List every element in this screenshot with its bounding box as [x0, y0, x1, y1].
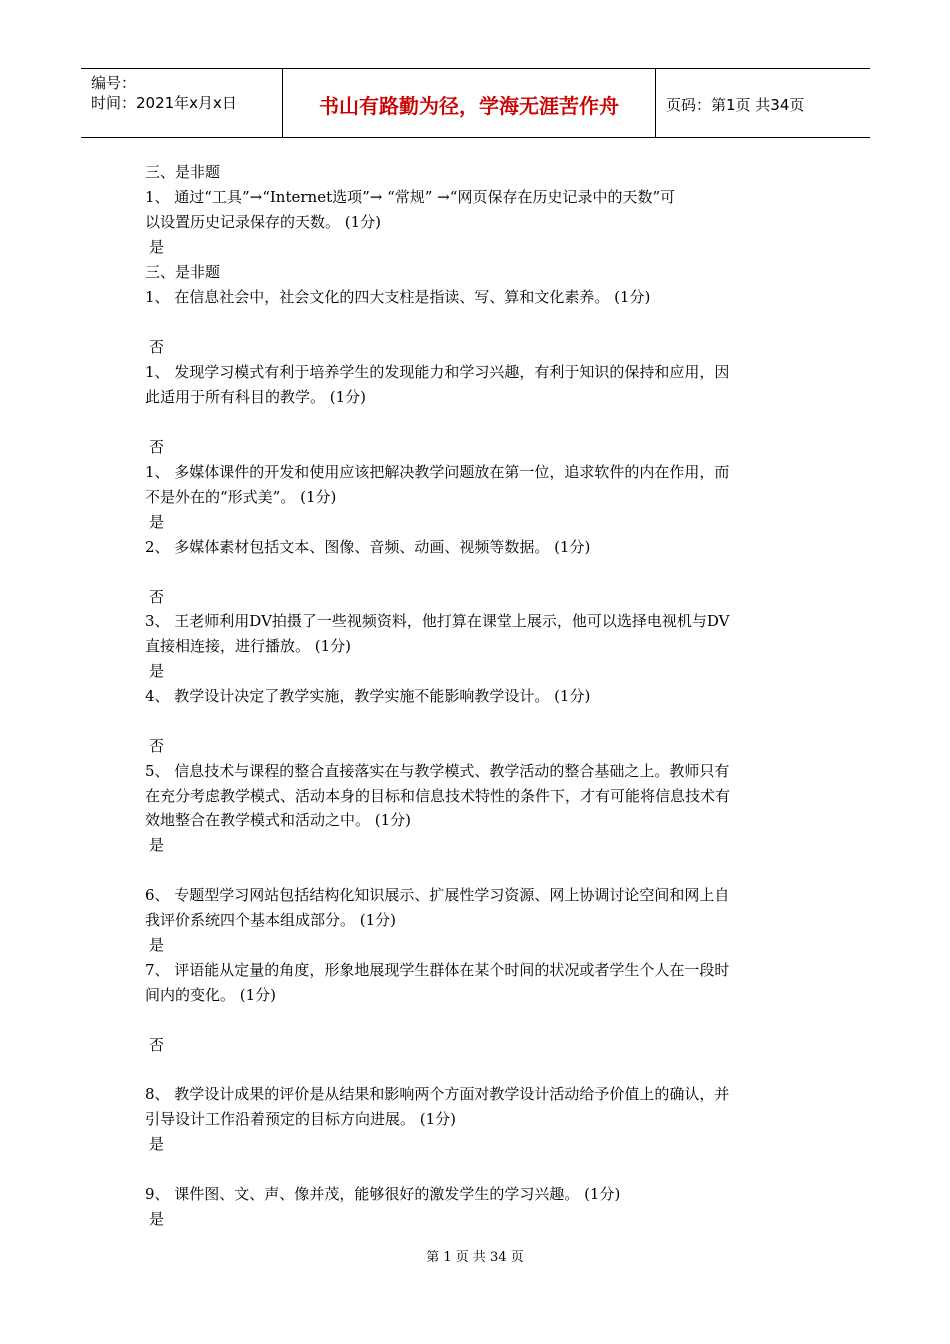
question-text: 以设置历史记录保存的天数。 (1分): [145, 213, 382, 231]
document-header: [81, 68, 870, 138]
document-date-label: 时间：2021年x月x日: [91, 94, 237, 112]
answer-text: 是: [149, 1135, 165, 1153]
document-number-label: 编号：: [91, 74, 137, 92]
answer-text: 否: [149, 338, 165, 356]
answer-text: 是: [149, 1210, 165, 1228]
question-text: 6、 专题型学习网站包括结构化知识展示、扩展性学习资源、网上协调讨论空间和网上自: [145, 886, 730, 904]
question-text: 5、 信息技术与课程的整合直接落实在与教学模式、教学活动的整合基础之上。教师只有: [145, 762, 730, 780]
header-page-info: 页码：第1页 共34页: [666, 96, 805, 114]
question-text: 直接相连接，进行播放。 (1分): [145, 637, 352, 655]
question-text: 9、 课件图、文、声、像并茂，能够很好的激发学生的学习兴趣。 (1分): [145, 1185, 621, 1203]
header-right-cell: [656, 69, 870, 137]
question-text: 4、 教学设计决定了教学实施，教学实施不能影响教学设计。 (1分): [145, 687, 591, 705]
answer-text: 否: [149, 588, 165, 606]
question-text: 不是外在的“形式美”。 (1分): [145, 488, 337, 506]
question-text: 我评价系统四个基本组成部分。 (1分): [145, 911, 397, 929]
question-text: 3、 王老师利用DV拍摄了一些视频资料，他打算在课堂上展示，他可以选择电视机与DV: [145, 612, 730, 630]
page-footer: 第 1 页 共 34 页: [426, 1250, 524, 1265]
header-left-cell: [81, 69, 283, 137]
question-text: 1、 发现学习模式有利于培养学生的发现能力和学习兴趣，有利于知识的保持和应用，因: [145, 363, 730, 381]
question-text: 间内的变化。 (1分): [145, 986, 277, 1004]
question-text: 引导设计工作沿着预定的目标方向进展。 (1分): [145, 1110, 457, 1128]
question-text: 1、 通过“工具”→“Internet选项”→ “常规” →“网页保存在历史记录中的天数”可: [145, 188, 676, 206]
answer-text: 是: [149, 238, 165, 256]
answer-text: 是: [149, 936, 165, 954]
question-text: 8、 教学设计成果的评价是从结果和影响两个方面对教学设计活动给予价值上的确认，并: [145, 1085, 730, 1103]
header-motto: 书山有路勤为径，学海无涯苦作舟: [319, 94, 619, 118]
answer-text: 是: [149, 836, 165, 854]
answer-text: 否: [149, 1036, 165, 1054]
answer-text: 是: [149, 662, 165, 680]
section-heading: 三、是非题: [145, 263, 221, 281]
question-text: 1、 在信息社会中，社会文化的四大支柱是指读、写、算和文化素养。 (1分): [145, 288, 651, 306]
section-heading: 三、是非题: [145, 163, 221, 181]
question-text: 效地整合在教学模式和活动之中。 (1分): [145, 811, 412, 829]
question-text: 1、 多媒体课件的开发和使用应该把解决教学问题放在第一位，追求软件的内在作用，而: [145, 463, 730, 481]
question-text: 7、 评语能从定量的角度，形象地展现学生群体在某个时间的状况或者学生个人在一段时: [145, 961, 730, 979]
answer-text: 否: [149, 737, 165, 755]
answer-text: 否: [149, 438, 165, 456]
question-text: 此适用于所有科目的教学。 (1分): [145, 388, 367, 406]
header-middle-cell: [283, 69, 656, 137]
answer-text: 是: [149, 513, 165, 531]
question-text: 2、 多媒体素材包括文本、图像、音频、动画、视频等数据。 (1分): [145, 538, 591, 556]
question-text: 在充分考虑教学模式、活动本身的目标和信息技术特性的条件下，才有可能将信息技术有: [145, 787, 731, 805]
